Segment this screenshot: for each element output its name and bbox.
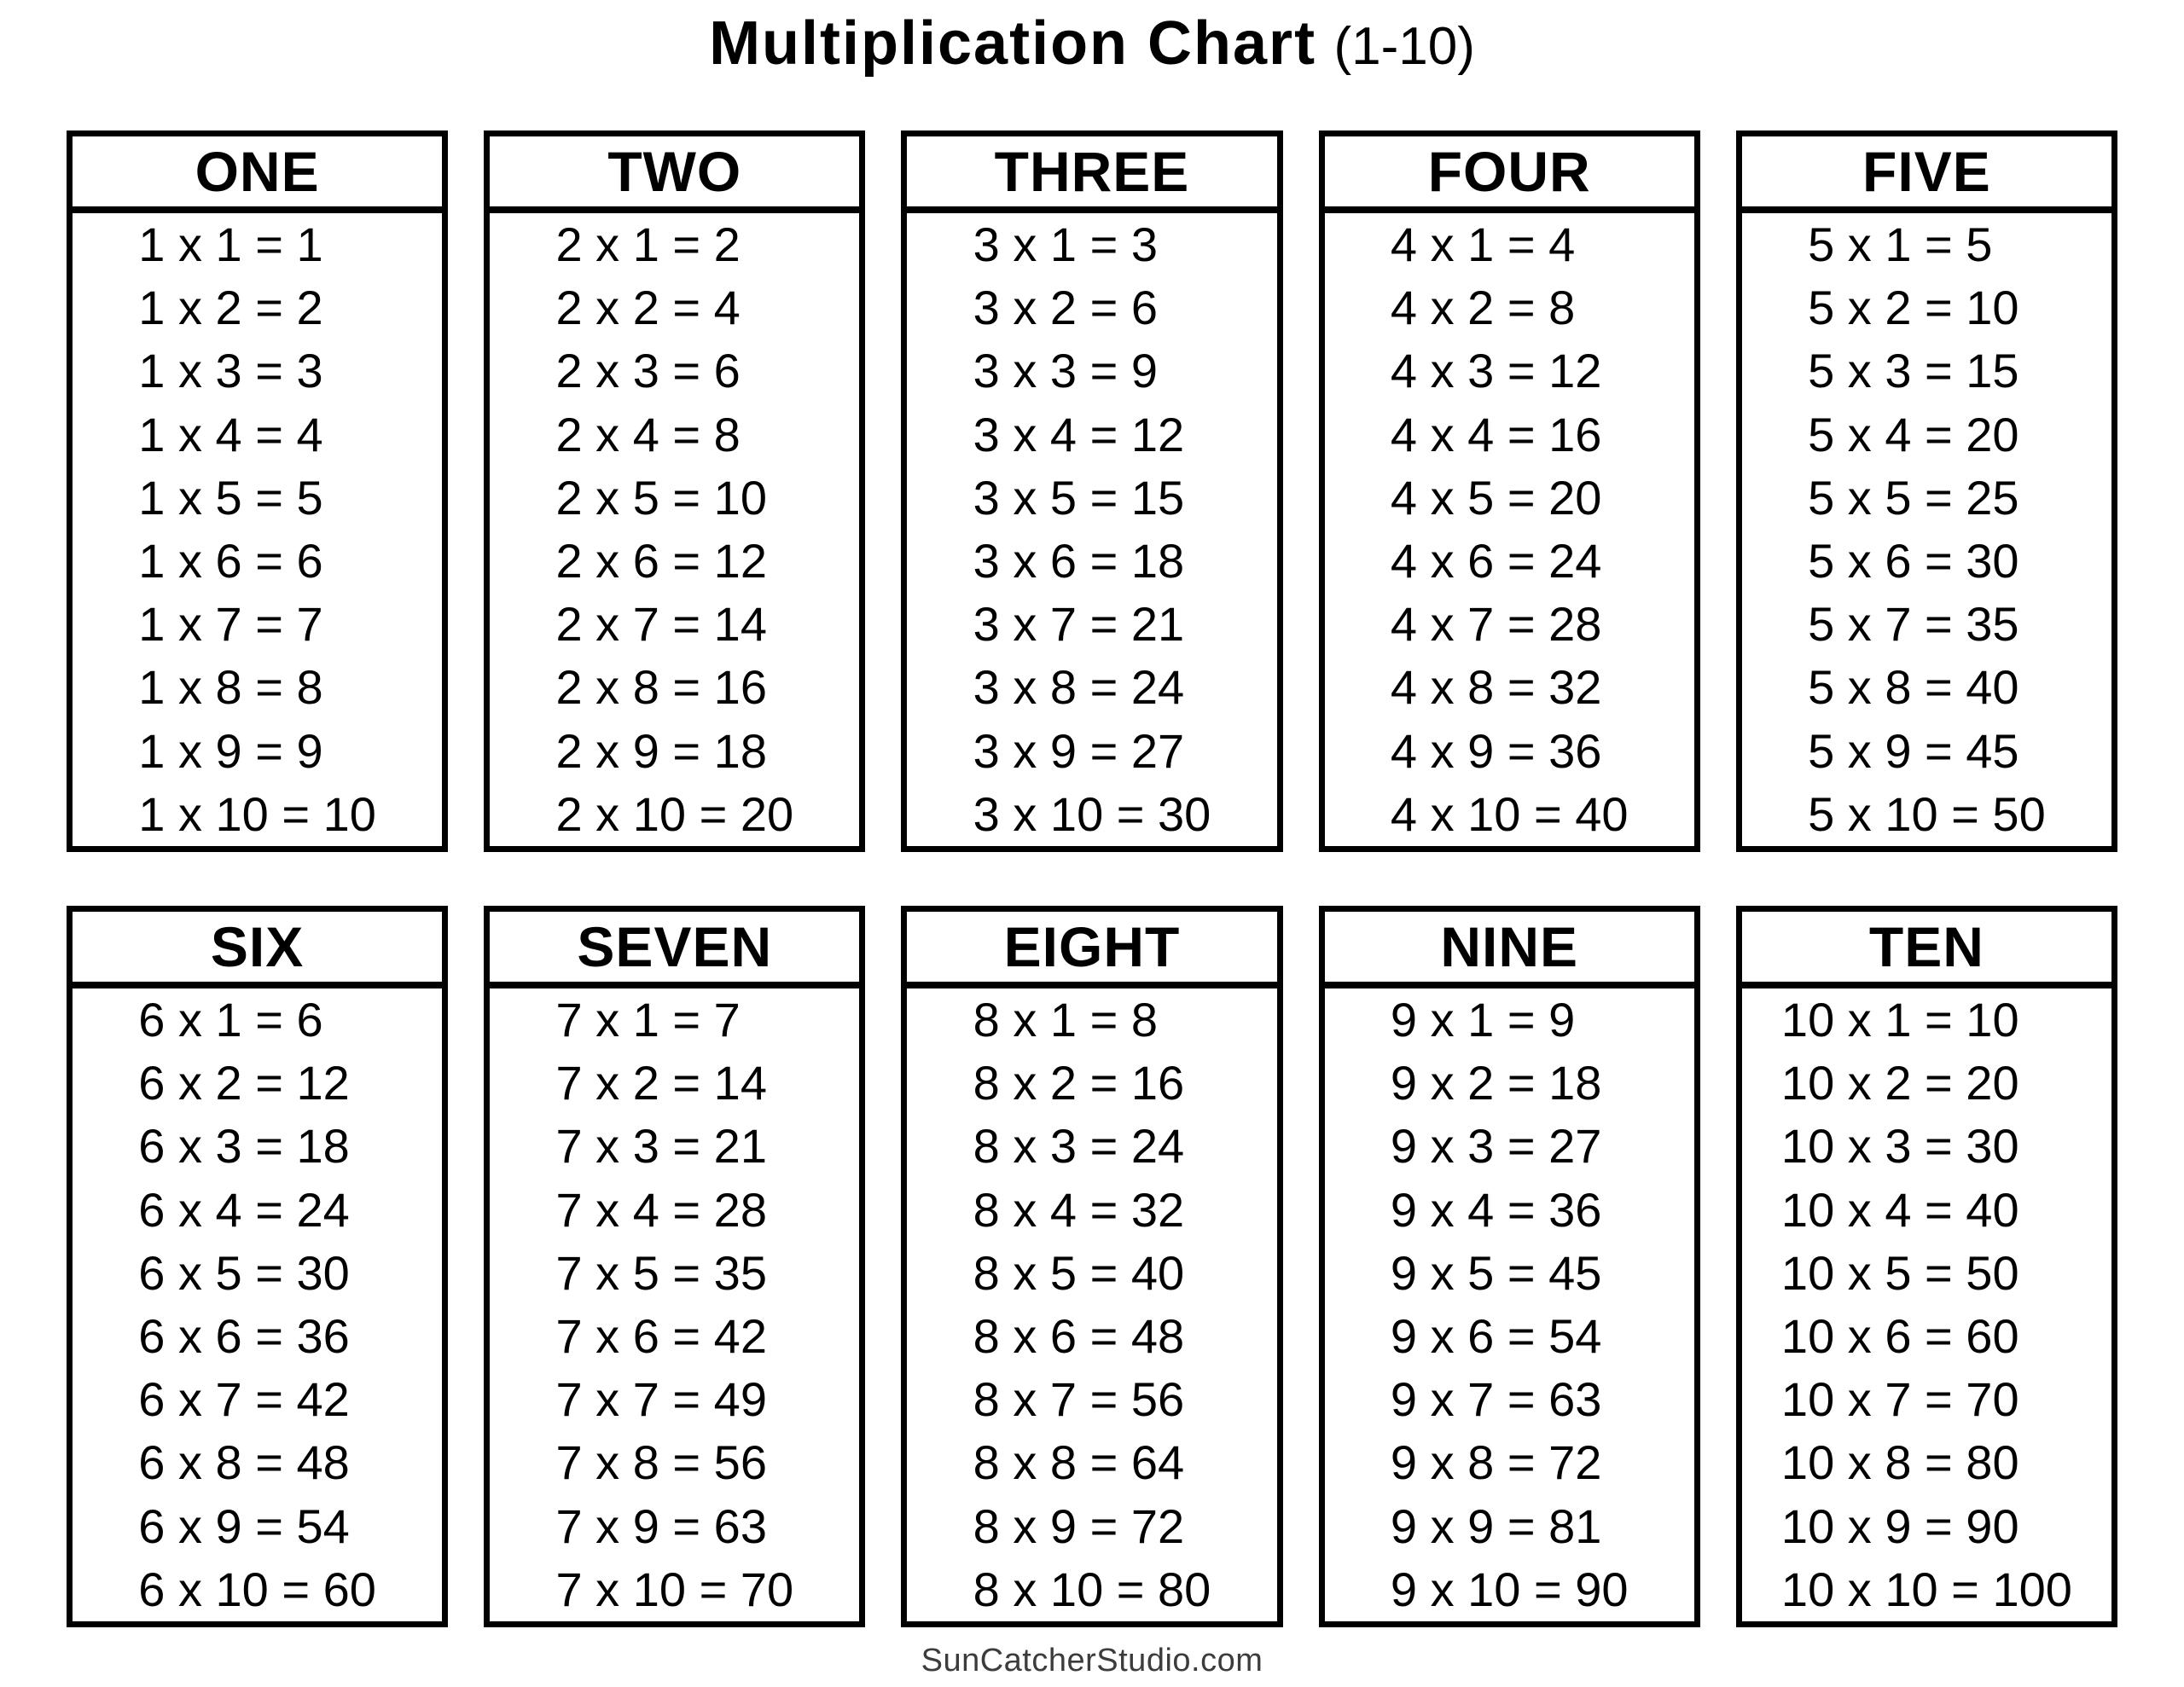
card-header [1325,136,1694,213]
fact-row: 6 x 6 = 36 [138,1309,350,1364]
fact-row: 7 x 6 = 42 [555,1309,767,1364]
card-body [73,213,442,846]
fact-row: 6 x 9 = 54 [138,1499,350,1553]
card-body [1742,988,2111,1621]
fact-row: 9 x 9 = 81 [1390,1499,1602,1553]
fact-row: 8 x 8 = 64 [973,1435,1185,1490]
fact-row: 2 x 4 = 8 [555,407,741,461]
fact-row: 10 x 3 = 30 [1780,1119,2019,1174]
facts-list [138,213,376,846]
fact-row: 9 x 5 = 45 [1390,1245,1602,1300]
fact-row: 3 x 2 = 6 [973,281,1159,335]
page-footer [0,1643,2184,1679]
fact-row: 2 x 5 = 10 [555,470,767,525]
fact-row: 10 x 1 = 10 [1780,993,2019,1046]
fact-row: 3 x 8 = 24 [973,660,1185,715]
fact-row: 10 x 10 = 100 [1780,1562,2072,1616]
fact-row: 3 x 10 = 30 [973,786,1211,841]
fact-row: 1 x 10 = 10 [138,786,376,841]
card-eight [901,906,1282,1627]
fact-row: 3 x 1 = 3 [973,217,1159,271]
fact-row: 4 x 3 = 12 [1390,344,1602,398]
fact-row: 2 x 6 = 12 [555,534,767,588]
fact-row: 3 x 4 = 12 [973,407,1185,461]
fact-row: 4 x 7 = 28 [1390,597,1602,652]
fact-row: 2 x 7 = 14 [555,597,767,652]
facts-list [1391,213,1629,846]
card-body [1325,213,1694,846]
card-title: TWO [607,140,742,203]
card-nine [1319,906,1700,1627]
fact-row: 7 x 1 = 7 [555,993,741,1046]
fact-row: 5 x 1 = 5 [1808,217,1993,271]
fact-row: 4 x 5 = 20 [1390,470,1602,525]
fact-row: 10 x 8 = 80 [1780,1435,2019,1490]
fact-row: 1 x 5 = 5 [138,470,323,525]
fact-row: 2 x 2 = 4 [555,281,741,335]
fact-row: 2 x 3 = 6 [555,344,741,398]
fact-row: 4 x 2 = 8 [1390,281,1576,335]
card-two [484,130,865,852]
fact-row: 9 x 10 = 90 [1390,1562,1629,1616]
fact-row: 6 x 7 = 42 [138,1372,350,1427]
cards-grid [67,130,2117,1627]
fact-row: 4 x 9 = 36 [1390,723,1602,778]
fact-row: 8 x 3 = 24 [973,1119,1185,1174]
facts-list [555,988,793,1621]
fact-row: 4 x 4 = 16 [1390,407,1602,461]
fact-row: 5 x 9 = 45 [1808,723,2019,778]
fact-row: 7 x 3 = 21 [555,1119,767,1174]
fact-row: 1 x 9 = 9 [138,723,323,778]
card-three [901,130,1282,852]
facts-list [973,213,1211,846]
card-header [73,912,442,988]
card-ten [1736,906,2117,1627]
fact-row: 10 x 9 = 90 [1780,1499,2019,1553]
card-header [907,136,1276,213]
card-title: ONE [195,140,320,203]
fact-row: 8 x 6 = 48 [973,1309,1185,1364]
card-body [490,213,859,846]
fact-row: 6 x 3 = 18 [138,1119,350,1174]
fact-row: 6 x 8 = 48 [138,1435,350,1490]
card-one [67,130,448,852]
fact-row: 9 x 2 = 18 [1390,1056,1602,1110]
card-header [490,136,859,213]
fact-row: 3 x 5 = 15 [973,470,1185,525]
fact-row: 5 x 7 = 35 [1808,597,2019,652]
facts-list [1391,988,1629,1621]
fact-row: 5 x 2 = 10 [1808,281,2019,335]
card-title: FOUR [1427,140,1591,203]
fact-row: 9 x 1 = 9 [1390,993,1576,1046]
fact-row: 6 x 2 = 12 [138,1056,350,1110]
fact-row: 10 x 2 = 20 [1780,1056,2019,1110]
card-body [1325,988,1694,1621]
card-title: TEN [1868,915,1984,978]
card-body [73,988,442,1621]
card-header [1742,912,2111,988]
fact-row: 9 x 7 = 63 [1390,1372,1602,1427]
card-title: FIVE [1862,140,1991,203]
fact-row: 4 x 1 = 4 [1390,217,1576,271]
fact-row: 5 x 3 = 15 [1808,344,2019,398]
fact-row: 5 x 5 = 25 [1808,470,2019,525]
facts-list [138,988,376,1621]
fact-row: 10 x 7 = 70 [1780,1372,2019,1427]
facts-list [1781,988,2072,1621]
fact-row: 7 x 2 = 14 [555,1056,767,1110]
card-body [490,988,859,1621]
fact-row: 9 x 4 = 36 [1390,1182,1602,1237]
fact-row: 1 x 4 = 4 [138,407,323,461]
fact-row: 7 x 8 = 56 [555,1435,767,1490]
page-title-range: (1-10) [1333,17,1475,76]
fact-row: 8 x 2 = 16 [973,1056,1185,1110]
card-body [907,213,1276,846]
fact-row: 1 x 3 = 3 [138,344,323,398]
card-title: NINE [1440,915,1579,978]
fact-row: 5 x 6 = 30 [1808,534,2019,588]
fact-row: 8 x 4 = 32 [973,1182,1185,1237]
fact-row: 6 x 1 = 6 [138,993,323,1046]
card-title: THREE [994,140,1190,203]
fact-row: 6 x 10 = 60 [138,1562,376,1616]
card-header [1742,136,2111,213]
page-title [0,0,2184,78]
fact-row: 9 x 8 = 72 [1390,1435,1602,1490]
fact-row: 4 x 10 = 40 [1390,786,1629,841]
fact-row: 10 x 4 = 40 [1780,1182,2019,1237]
card-body [1742,213,2111,846]
fact-row: 3 x 3 = 9 [973,344,1159,398]
fact-row: 8 x 7 = 56 [973,1372,1185,1427]
fact-row: 7 x 9 = 63 [555,1499,767,1553]
fact-row: 1 x 1 = 1 [138,217,323,271]
fact-row: 1 x 8 = 8 [138,660,323,715]
card-title: SIX [210,915,305,978]
fact-row: 5 x 8 = 40 [1808,660,2019,715]
fact-row: 1 x 6 = 6 [138,534,323,588]
fact-row: 7 x 10 = 70 [555,1562,794,1616]
fact-row: 1 x 2 = 2 [138,281,323,335]
fact-row: 2 x 1 = 2 [555,217,741,271]
fact-row: 2 x 8 = 16 [555,660,767,715]
card-seven [484,906,865,1627]
fact-row: 4 x 6 = 24 [1390,534,1602,588]
fact-row: 7 x 4 = 28 [555,1182,767,1237]
fact-row: 3 x 7 = 21 [973,597,1185,652]
facts-list [1808,213,2046,846]
fact-row: 5 x 4 = 20 [1808,407,2019,461]
card-four [1319,130,1700,852]
fact-row: 3 x 9 = 27 [973,723,1185,778]
fact-row: 4 x 8 = 32 [1390,660,1602,715]
fact-row: 1 x 7 = 7 [138,597,323,652]
facts-list [555,213,793,846]
fact-row: 5 x 10 = 50 [1808,786,2046,841]
card-header [490,912,859,988]
credit-text: SunCatcherStudio.com [921,1643,1263,1678]
card-header [907,912,1276,988]
card-header [73,136,442,213]
fact-row: 8 x 10 = 80 [973,1562,1211,1616]
fact-row: 8 x 9 = 72 [973,1499,1185,1553]
fact-row: 8 x 5 = 40 [973,1245,1185,1300]
card-body [907,988,1276,1621]
page-title-text: Multiplication Chart [709,9,1317,78]
card-title: SEVEN [577,915,773,978]
fact-row: 2 x 10 = 20 [555,786,794,841]
fact-row: 7 x 5 = 35 [555,1245,767,1300]
card-six [67,906,448,1627]
fact-row: 10 x 5 = 50 [1780,1245,2019,1300]
fact-row: 6 x 4 = 24 [138,1182,350,1237]
fact-row: 3 x 6 = 18 [973,534,1185,588]
fact-row: 2 x 9 = 18 [555,723,767,778]
fact-row: 10 x 6 = 60 [1780,1309,2019,1364]
card-five [1736,130,2117,852]
fact-row: 6 x 5 = 30 [138,1245,350,1300]
card-title: EIGHT [1003,915,1181,978]
card-header [1325,912,1694,988]
fact-row: 7 x 7 = 49 [555,1372,767,1427]
facts-list [973,988,1211,1621]
fact-row: 9 x 3 = 27 [1390,1119,1602,1174]
fact-row: 8 x 1 = 8 [973,993,1159,1046]
fact-row: 9 x 6 = 54 [1390,1309,1602,1364]
